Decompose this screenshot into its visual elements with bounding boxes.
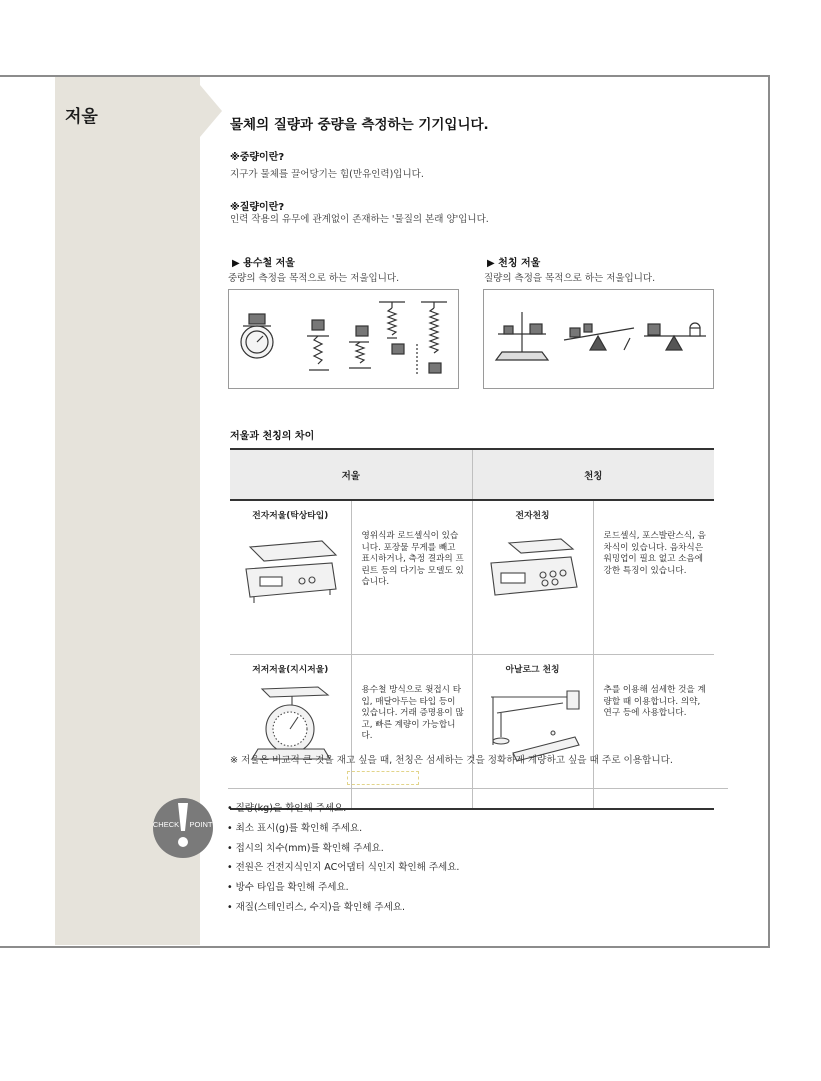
- electronic-balance-desc: 로드셀식, 포스발란스식, 음차식이 있습니다. 음차식은 워밍업이 필요 없고 소음에 강한 특징이 있습니다.: [593, 500, 714, 655]
- balance-desc: 질량의 측정을 목적으로 하는 저울입니다.: [484, 273, 656, 284]
- dial-scale-name: 저저저울(지시저울): [252, 665, 329, 675]
- comparison-header-row: [230, 449, 714, 500]
- sidebar-arrow: [200, 85, 222, 137]
- checkpoint-list: [227, 802, 459, 921]
- electronic-balance-name: 전자천칭: [515, 511, 550, 521]
- electronic-balance-cell: [472, 500, 593, 655]
- dial-scale-desc: 용수철 방식으로 윗접시 타입, 매달아두는 타입 등이 있습니다. 거래 증명용이 많고, 빠른 계량이 가능합니다.: [351, 655, 472, 810]
- header-scale: 저울: [230, 449, 472, 500]
- weight-definition-text: 지구가 물체를 끌어당기는 힘(만유인력)입니다.: [230, 169, 424, 180]
- electronic-balance-image: [483, 529, 583, 609]
- header-balance: 천칭: [472, 449, 714, 500]
- table-row: [230, 655, 714, 810]
- badge-point-label: POINT: [189, 820, 213, 829]
- category-title: 저울: [65, 107, 98, 127]
- spring-scale-illustration: [228, 289, 459, 389]
- electronic-scale-image: [240, 529, 340, 609]
- dial-scale-cell: [230, 655, 351, 810]
- list-item: • 방수 타입을 확인해 주세요.: [227, 882, 349, 894]
- exclamation-dot: [178, 837, 188, 847]
- spring-scale-desc: 중량의 측정을 목적으로 하는 저울입니다.: [228, 273, 400, 284]
- weight-definition-title: ※중량이란?: [230, 152, 285, 163]
- balance-illustration: [483, 289, 714, 389]
- balance-drawing: [484, 290, 713, 388]
- comparison-note: ※ 저울은 비교적 큰 것을 재고 싶을 때, 천칭은 섬세하는 것을 정확하게 계량하고 싶을 때 주로 이용합니다.: [230, 755, 673, 766]
- analog-balance-name: 아날로그 천칭: [505, 665, 560, 675]
- comparison-title: 저울과 천칭의 차이: [230, 431, 315, 442]
- list-item: • 최소 표시(g)를 확인해 주세요.: [227, 822, 363, 834]
- badge-check-label: CHECK: [152, 820, 180, 829]
- headline: 물체의 질량과 중량을 측정하는 기기입니다.: [230, 117, 489, 133]
- analog-balance-cell: [472, 655, 593, 810]
- spring-scale-drawing: [229, 290, 458, 388]
- mass-definition-text: 인력 작용의 유무에 관계없이 존재하는 '물질의 본래 양'입니다.: [230, 214, 489, 225]
- electronic-scale-cell: [230, 500, 351, 655]
- table-row: [230, 500, 714, 655]
- list-item: • 전원은 건전지식인지 AC어댑터 식인지 확인해 주세요.: [227, 862, 460, 874]
- spring-scale-title: ▶ 용수철 저울: [232, 258, 295, 269]
- dashed-placeholder: [347, 771, 419, 785]
- mass-definition-title: ※질량이란?: [230, 202, 285, 213]
- list-item: • 접시의 치수(mm)를 확인해 주세요.: [227, 842, 384, 854]
- analog-balance-desc: 추를 이용해 섬세한 것을 계량할 때 이용합니다. 의약, 연구 등에 사용합니다.: [593, 655, 714, 810]
- list-item: • 재질(스테인리스, 수지)을 확인해 주세요.: [227, 901, 405, 913]
- electronic-scale-name: 전자저울(탁상타입): [252, 511, 329, 521]
- checkpoint-badge: [145, 797, 217, 859]
- list-item: • 질량(kg)을 확인해 주세요.: [227, 803, 347, 814]
- electronic-scale-desc: 영위식과 로드셀식이 있습니다. 포장물 무게를 빼고 표시하거나, 측정 결과의 프린트 등의 다기능 모델도 있습니다.: [351, 500, 472, 655]
- section-divider: [228, 788, 728, 789]
- balance-title: ▶ 천칭 저울: [487, 258, 541, 269]
